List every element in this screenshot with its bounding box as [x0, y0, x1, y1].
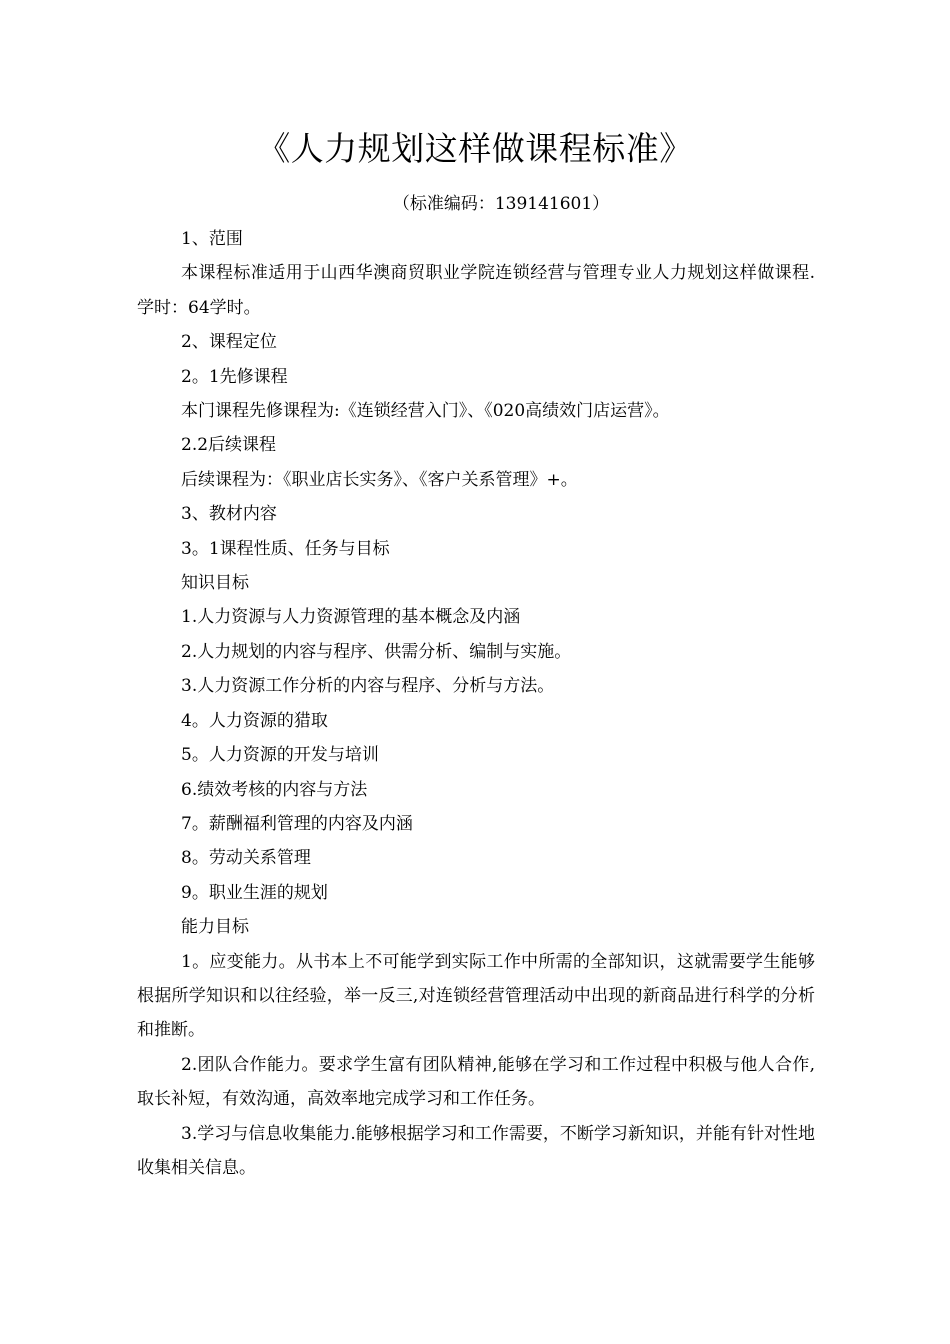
- document-body: [137, 222, 815, 1185]
- list-item: 9。职业生涯的规划: [181, 882, 328, 903]
- list-item: 1。应变能力。从书本上不可能学到实际工作中所需的全部知识，这就需要学生能够根据所学知识和以往经验，举一反三,对连锁经营管理活动中出现的新商品进行科学的分析和推断。: [137, 951, 815, 1041]
- list-item: 3.人力资源工作分析的内容与程序、分析与方法。: [181, 676, 555, 697]
- list-item: 2.团队合作能力。要求学生富有团队精神,能够在学习和工作过程中积极与他人合作,取长补短，有效沟通，高效率地完成学习和工作任务。: [137, 1054, 815, 1110]
- section-heading: 1、范围: [181, 229, 243, 249]
- section-heading: 3、教材内容: [181, 504, 277, 525]
- section-heading: 2、课程定位: [181, 332, 277, 353]
- document-title: 《人力规划这样做课程标准》: [257, 129, 693, 168]
- list-item: 5。人力资源的开发与培训: [181, 745, 379, 766]
- list-item: 8。劳动关系管理: [181, 848, 311, 869]
- standard-code: （标准编码：139141601）: [392, 194, 610, 214]
- list-item: 6.绩效考核的内容与方法: [181, 779, 368, 800]
- subsection-heading: 2。1先修课程: [181, 366, 288, 387]
- list-item: 7。薪酬福利管理的内容及内涵: [181, 813, 413, 834]
- paragraph: 本门课程先修课程为:《连锁经营入门》、《020高绩效门店运营》。: [181, 401, 670, 422]
- list-heading: 能力目标: [181, 917, 249, 938]
- list-item: 3.学习与信息收集能力.能够根据学习和工作需要，不断学习新知识，并能有针对性地收集相关信息。: [137, 1123, 815, 1178]
- list-heading: 知识目标: [181, 573, 249, 594]
- subsection-heading: 2.2后续课程: [181, 435, 277, 456]
- paragraph: 本课程标准适用于山西华澳商贸职业学院连锁经营与管理专业人力规划这样做课程.学时：64学时。: [137, 263, 815, 318]
- list-item: 2.人力规划的内容与程序、供需分析、编制与实施。: [181, 641, 572, 662]
- paragraph: 后续课程为：《职业店长实务》、《客户关系管理》+。: [181, 469, 578, 490]
- list-item: 1.人力资源与人力资源管理的基本概念及内涵: [181, 607, 521, 628]
- subsection-heading: 3。1课程性质、任务与目标: [181, 538, 390, 559]
- list-item: 4。人力资源的猎取: [181, 710, 328, 731]
